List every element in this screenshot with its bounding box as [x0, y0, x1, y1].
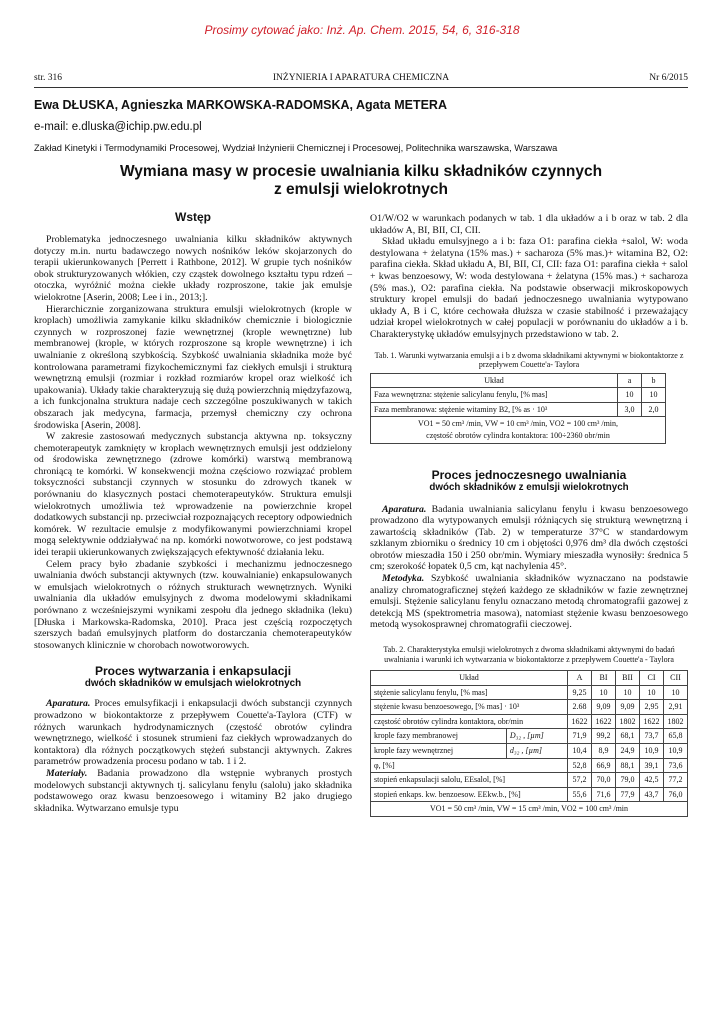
table-cell: 10,9 [640, 744, 664, 759]
table-cell: 1622 [568, 714, 592, 729]
paper-title [34, 163, 688, 199]
table-cell: Faza membranowa: stężenie witaminy B2, [% as · 10³ [371, 402, 618, 417]
table-cell: 2,0 [642, 402, 666, 417]
paragraph: Skład układu emulsyjnego a i b: faza O1: parafina ciekła +salol, W: woda destylowana + żelatyna (15% mas.) + sacharoza (5% mas.)+ witamina B2, O2: parafina ciekła. Skład układu A, BI, BII, CI, CII: faza O1: parafina ciekła + salol + kwas benzoesowy, W: woda destylowana + żelatyna (15% mas.) + sacharoza (5% mas.), O2: parafina ciekła. Na podstawie obserwacji mikroskopowych struktury kropel emulsji do badań jednoczesnego uwalniania wytypowano układy A, B i C, które cechowała dłuższa w czasie stabilność i przeważający udział kropel wielokrotnych w całej populacji w porównaniu do układów a i b. Charakterystykę układów emulsyjnych przedstawiono w tab. 2. [370, 236, 688, 340]
table-row-symbol: D₃₂ , [µm] [506, 729, 567, 744]
table-cell: 10 [592, 685, 616, 700]
table-cell: 1622 [592, 714, 616, 729]
run-in-label: Aparatura. [46, 698, 91, 710]
table-cell: 1622 [640, 714, 664, 729]
table-cell: 10 [640, 685, 664, 700]
table-footnote: VO1 = 50 cm³ /min, VW = 10 cm³ /min, VO2 = 100 cm³ /min, [417, 419, 619, 429]
table-header-cell: a [618, 373, 642, 388]
table-row [371, 787, 688, 802]
table-header-cell: BII [616, 671, 640, 686]
table-cell: 71,6 [592, 787, 616, 802]
authors: Ewa DŁUSKA, Agnieszka MARKOWSKA-RADOMSKA, Agata METERA [34, 98, 447, 112]
paragraph [370, 504, 688, 574]
table-footnote: częstość obrotów cylindra kontaktora: 100÷2360 obr/min [426, 430, 610, 440]
paragraph [34, 698, 352, 768]
table-cell: 1802 [664, 714, 688, 729]
table-row [371, 729, 688, 744]
table-cell: 9,25 [568, 685, 592, 700]
table-footnote: VO1 = 50 cm³ /min, VW = 15 cm³ /min, VO2 = 100 cm³ /min [371, 802, 688, 817]
table-header-cell: b [642, 373, 666, 388]
table-header-row [371, 373, 666, 388]
table-cell: 24,9 [616, 744, 640, 759]
affiliation: Zakład Kinetyki i Termodynamiki Procesowej, Wydział Inżynierii Chemicznej i Procesowej, Politechnika warszawska, Warszawa [34, 143, 558, 153]
table-cell: 55,6 [568, 787, 592, 802]
table-cell: 9,09 [592, 700, 616, 715]
paragraph-text: Proces emulsyfikacji i enkapsulacji dwóch substancji czynnych prowadzono w biokontaktorze z przepływem Couette'a-Taylora (CTF) w różnych warunkach hydrodynamicznych (częstość obrotów cylindra wewnętrznego, wielkość i stosunek strumieni faz ciekłych wprowadzanych do kontaktora) dla różnych początkowych stężeń substancji aktywnych. Zakres parametrów prowadzenia procesu podano w tab. 1 i 2. [34, 698, 352, 768]
table-row [371, 773, 688, 788]
table-row [371, 758, 688, 773]
table-cell: 10,4 [568, 744, 592, 759]
table-row-label: stopień enkapsulacji salolu, EEsalol, [%] [371, 773, 568, 788]
table-cell: 65,8 [664, 729, 688, 744]
table-cell: 77,2 [664, 773, 688, 788]
table-cell: 10 [616, 685, 640, 700]
table-cell: 2.68 [568, 700, 592, 715]
paragraph-text: Szybkość uwalniania składników wyznaczano na podstawie analizy chromatograficznej stężeń każdego ze składników w fazie zewnętrznej emulsji. Stężenie salicylanu fenylu oznaczano metodą chromatografii gazowej z detekcją MS (spektrometria masowa), natomiast stężenie kwasu benzoesowego metodą wysokosprawnej chromatografii cieczowej. [370, 573, 688, 631]
table-row-label: krople fazy membranowej [371, 729, 507, 744]
table-row [371, 402, 666, 417]
left-column [34, 210, 352, 814]
table-cell: 9,09 [616, 700, 640, 715]
table-row [371, 714, 688, 729]
table-cell: 88,1 [616, 758, 640, 773]
paragraph-text: Badania prowadzono dla wstępnie wybranych prostych modelowych substancji aktywnych tj. salicylanu fenylu (salolu) jako składnika podstawowego oraz kwasu benzoesowego i witaminy B2 jako drugiego składnika. Wytwarzano emulsje typu [34, 767, 352, 814]
table-cell: 1802 [616, 714, 640, 729]
table-row-label: stężenie salicylanu fenylu, [% mas] [371, 685, 568, 700]
table-cell: 73,7 [640, 729, 664, 744]
table-cell: 10,9 [664, 744, 688, 759]
table-cell: 52,8 [568, 758, 592, 773]
right-column [370, 213, 688, 817]
table-row [371, 685, 688, 700]
table-row-label: φ, [%] [371, 758, 568, 773]
header-rule [34, 87, 688, 88]
table-header-cell: CII [664, 671, 688, 686]
table-header-cell: Układ [371, 671, 568, 686]
table2-caption: Tab. 2. Charakterystyka emulsji wielokrotnych z dwoma składnikami aktywnymi do badań uwalniania i warunki ich wytwarzania w biokontaktorze z przepływem Couette'a - Taylora [383, 645, 675, 664]
title-line-1: Wymiana masy w procesie uwalniania kilku składników czynnych [119, 163, 603, 180]
table1 [370, 373, 666, 444]
section-heading-release: Proces jednoczesnego uwalniania [431, 467, 627, 482]
table-footer-row [371, 417, 666, 443]
paragraph: O1/W/O2 w warunkach podanych w tab. 1 dla układów a i b oraz w tab. 2 dla układów A, BI, BII, CI, CII. [370, 213, 688, 236]
table-header-cell: BI [592, 671, 616, 686]
table-cell: 10 [642, 388, 666, 403]
table-cell: 39,1 [640, 758, 664, 773]
paragraph [370, 573, 688, 631]
table-row-label: stopień enkaps. kw. benzoesow. EEkw.b., [%] [371, 787, 568, 802]
paragraph: Celem pracy było zbadanie szybkości i mechanizmu jednoczesnego uwalniania dwóch substancji aktywnych (tzw. kouwalnianie) enkapsulowanych w emulsjach wielokrotnych o różnych strukturach wewnętrznych. Wyniki uwalniania dla układów emulsyjnych z dwoma modelowymi składnikami porównano z wcześniejszymi wynikami zespołu dla jednego składnika (leku) [Dłuska i Markowska-Radomska, 2010]. Praca jest częścią rozpoczętych szerszych badań emulsyjnych platform do dostarczania chemoterapeutyków stosowanych klinicznie w chorobach nowotworowych. [34, 558, 352, 651]
table-row-label: stężenie kwasu benzoesowego, [% mas] · 10³ [371, 700, 568, 715]
section-subheading-production: dwóch składników w emulsjach wielokrotnych [84, 678, 302, 690]
email: e-mail: e.dluska@ichip.pw.edu.pl [34, 121, 202, 133]
table-cell: 2,95 [640, 700, 664, 715]
table-header-row [371, 671, 688, 686]
run-in-label: Metodyka. [382, 573, 425, 585]
table2 [370, 670, 688, 817]
table-cell: 10 [664, 685, 688, 700]
paragraph-text: Badania uwalniania salicylanu fenylu i kwasu benzoesowego prowadzono dla wytypowanych emulsji różniących się strukturą wewnętrzną i zawartością składników (Tab. 2) w temperaturze 37°C w standardowym szklanym zbiorniku o średnicy 10 cm i objętości 0,976 dm³ dla dwóch częstości obrotów mieszadła 150 i 250 obr/min. Wymiary mieszadła wynosiły: średnica 5 cm; szerokość łopatek 0,5 cm, kąt nachylenia 45°. [370, 503, 688, 573]
table-cell: 99,2 [592, 729, 616, 744]
section-subheading-release: dwóch składników z emulsji wielokrotnych [429, 481, 629, 493]
table-row [371, 744, 688, 759]
table-header-cell: Układ [371, 373, 618, 388]
table-row-symbol: d₃₂ , [µm] [506, 744, 567, 759]
run-in-label: Materiały. [46, 767, 88, 779]
table-row-label: częstość obrotów cylindra kontaktora, obr/min [371, 714, 568, 729]
table-row [371, 388, 666, 403]
section-heading-production: Proces wytwarzania i enkapsulacji [94, 664, 292, 679]
table-cell: 79,0 [616, 773, 640, 788]
paragraph [34, 768, 352, 814]
paragraph: Hierarchicznie zorganizowana struktura emulsji wielokrotnych (krople w kroplach) umożliwia zamykanie kilku składników chemicznie i biologicznie czynnych w rozproszonej fazie wewnętrznej (krople wewnętrzne) lub membranowej (krople, w których rozproszone są krople wewnętrzne) i ich uwalnianie z określoną szybkością. Szybkość uwalniania składnika może być kontrolowana parametrami fizykochemicznymi faz ciekłych emulsji i strukturą wewnętrzną emulsji (rozmiar i rozkład rozmiarów kropel oraz wielkość ich upakowania). Układy takie charakteryzują się dużą powierzchnią międzyfazową, a ich funkcjonalna struktura nadaje cech szczególne poszukiwanych w takich obszarach jak medycyna, farmacja, przemysł chemiczny czy ochrona środowiska [Aserin, 2008]. [34, 303, 352, 431]
table-cell: 77,9 [616, 787, 640, 802]
run-in-label: Aparatura. [382, 503, 427, 515]
table-cell: 3,0 [618, 402, 642, 417]
table-cell: Faza wewnętrzna: stężenie salicylanu fenylu, [% mas] [371, 388, 618, 403]
journal-name: INŻYNIERIA I APARATURA CHEMICZNA [272, 73, 450, 83]
table-cell: 57,2 [568, 773, 592, 788]
table-cell: 10 [618, 388, 642, 403]
table-header-cell: A [568, 671, 592, 686]
table-cell: 73,6 [664, 758, 688, 773]
table-cell: 71,9 [568, 729, 592, 744]
table1-caption: Tab. 1. Warunki wytwarzania emulsji a i b z dwoma składnikami aktywnymi w biokontaktorze z przepływem Couette'a- Taylora [374, 350, 684, 370]
citation-banner: Prosimy cytować jako: Inż. Ap. Chem. 2015, 54, 6, 316-318 [204, 23, 520, 37]
table-cell: 76,0 [664, 787, 688, 802]
table-cell: 70,0 [592, 773, 616, 788]
table-cell: 43,7 [640, 787, 664, 802]
title-line-2: z emulsji wielokrotnych [274, 181, 448, 198]
issue-number: Nr 6/2015 [649, 73, 688, 83]
paragraph: Problematyka jednoczesnego uwalniania kilku składników aktywnych dotyczy m.in. nurtu badawczego nowych nośników leków skojarzonych do terapii ukierunkowanych [Perrett i Rathbone, 2012]. W grupie tych nośników obok strukturyzowanych włókien, czy cząstek dowolnego kształtu typu rdzeń – otoczka, wyróżnić można ciekłe układy rozproszone, takie jak emulsje wielokrotne [Aserin, 2008; Lee i in., 2013;]. [34, 234, 352, 303]
paragraph: W zakresie zastosowań medycznych substancja aktywna np. toksyczny chemoterapeutyk zamknięty w kroplach wewnętrznych emulsji jest oddzielony od środowiska zewnętrznego (zdrowe komórki) warstwą membranową chroniącą te komórki. W konsekwencji można częściowo rozwiązać problem toksyczności substancji czynnych w stosunku do zdrowych tkanek w porównaniu do klasycznych postaci chemoterapeutyków. Struktura emulsji wielokrotnych umożliwia też wprowadzenie na powierzchnie kropel dodatkowych substancji np. przeciwciał rozpoznających receptory odpowiednich komórek. W rezultacie emulsje z modyfikowanymi powierzchniami kropel mogą selektywnie oddziaływać na np. komórki nowotworowe, co jest podstawą idei terapii ukierunkowanych zwiększających efektywność działania leku. [34, 431, 353, 559]
table-row-label: krople fazy wewnętrznej [371, 744, 507, 759]
table-footer-row [371, 802, 688, 817]
section-heading-intro: Wstęp [175, 210, 211, 224]
table-row [371, 700, 688, 715]
table-cell: 68,1 [616, 729, 640, 744]
table-cell: 8,9 [592, 744, 616, 759]
page-number: str. 316 [34, 73, 62, 83]
table-header-cell: CI [640, 671, 664, 686]
table-cell: 66,9 [592, 758, 616, 773]
table2-body [371, 671, 688, 817]
table-cell: 42,5 [640, 773, 664, 788]
table-cell: 2,91 [664, 700, 688, 715]
table-footer [371, 417, 666, 443]
